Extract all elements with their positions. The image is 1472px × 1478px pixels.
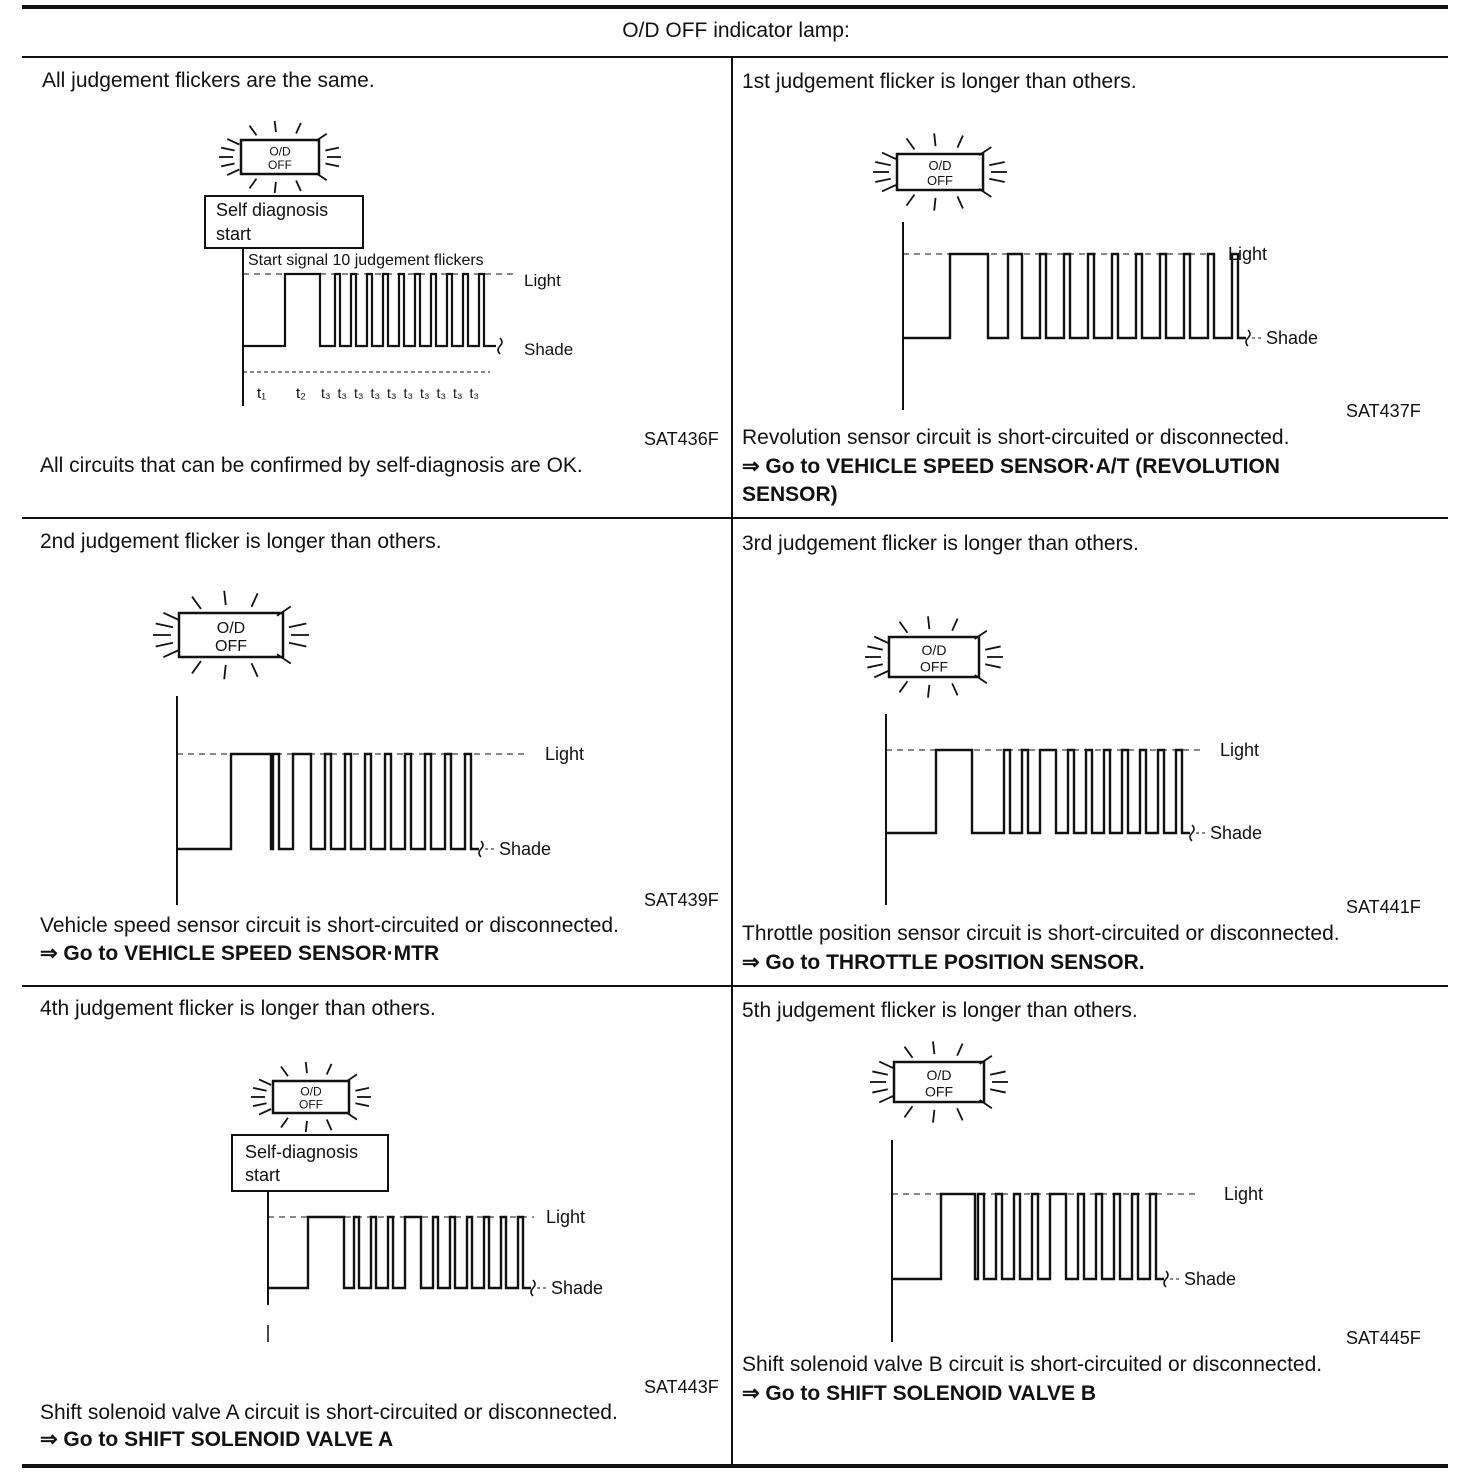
lamp-ray xyxy=(875,162,890,165)
lamp-ray xyxy=(221,163,235,166)
lamp-ray xyxy=(227,139,239,145)
lamp-ray xyxy=(156,624,173,628)
cell-result-1st: Revolution sensor circuit is short-circuited or disconnected. xyxy=(742,426,1290,449)
lamp-ray xyxy=(875,179,890,182)
lamp-ray xyxy=(980,1100,992,1108)
shade-label: Shade xyxy=(499,839,552,859)
interval-t3: t₃ xyxy=(436,385,447,401)
lamp-ray xyxy=(882,153,896,159)
lamp-label-od: O/D xyxy=(300,1084,322,1099)
shade-label: Shade xyxy=(1184,1269,1237,1289)
lamp-ray xyxy=(957,1108,962,1120)
shade-label: Shade xyxy=(1210,823,1263,843)
lamp-ray xyxy=(316,134,327,141)
lamp-ray xyxy=(989,162,1004,165)
lamp-ray xyxy=(879,1096,893,1102)
lamp-ray xyxy=(934,198,935,211)
table-title: O/D OFF indicator lamp: xyxy=(622,19,850,42)
lamp-ray xyxy=(325,148,339,151)
lamp-ray xyxy=(156,643,173,647)
lamp-label-od: O/D xyxy=(921,642,947,658)
lamp-ray xyxy=(928,685,929,698)
light-label: Light xyxy=(1224,1184,1264,1204)
lamp-ray xyxy=(289,624,306,628)
flicker-waveform xyxy=(903,254,1246,338)
lamp-ray xyxy=(874,671,888,677)
lamp-ray xyxy=(905,1106,913,1117)
break-mark xyxy=(1190,825,1194,841)
lamp-label-off: OFF xyxy=(215,637,247,655)
od-off-lamp-icon xyxy=(153,591,309,679)
lamp-ray xyxy=(289,643,306,647)
lamp-ray xyxy=(882,185,896,191)
lamp-ray xyxy=(985,664,1000,667)
lamp-ray xyxy=(872,1089,887,1092)
interval-t1: t₁ xyxy=(257,385,267,402)
lamp-label-off: OFF xyxy=(268,158,292,173)
lamp-ray xyxy=(928,616,929,629)
light-label: Light xyxy=(1228,244,1268,264)
lamp-ray xyxy=(989,179,1004,182)
light-label: Light xyxy=(1220,740,1260,760)
lamp-label-od: O/D xyxy=(216,619,246,637)
light-label: Light xyxy=(546,1207,586,1227)
lamp-ray xyxy=(253,1103,267,1106)
cell-heading-3rd: 3rd judgement flicker is longer than others. xyxy=(742,532,1139,555)
lamp-ray xyxy=(281,1118,288,1128)
interval-t3: t₃ xyxy=(453,385,463,401)
od-off-lamp-icon xyxy=(865,616,1003,697)
flicker-waveform xyxy=(268,1217,531,1288)
lamp-ray xyxy=(327,1064,332,1075)
shade-label: Shade xyxy=(551,1278,604,1298)
lamp-ray xyxy=(221,148,235,151)
cell-action-4th: ⇒ Go to SHIFT SOLENOID VALVE A xyxy=(40,1428,394,1451)
lamp-ray xyxy=(224,665,226,679)
lamp-ray xyxy=(224,591,226,605)
lamp-label-od: O/D xyxy=(269,144,291,159)
shade-label: Shade xyxy=(1266,328,1319,348)
lamp-ray xyxy=(163,613,179,620)
lamp-ray xyxy=(872,1071,887,1074)
cell-action-3rd: ⇒ Go to THROTTLE POSITION SENSOR. xyxy=(742,951,1145,974)
cell-result-all-ok: All circuits that can be confirmed by self-diagnosis are OK. xyxy=(40,454,583,477)
break-mark xyxy=(498,338,502,354)
lamp-ray xyxy=(325,163,339,166)
break-mark xyxy=(1164,1271,1168,1287)
break-mark xyxy=(479,841,483,857)
cell-action-2nd: ⇒ Go to VEHICLE SPEED SENSOR·MTR xyxy=(40,942,440,965)
cell-result-4th: Shift solenoid valve A circuit is short-circuited or disconnected. xyxy=(40,1401,618,1424)
self-diagnosis-start-label: start xyxy=(216,224,252,244)
lamp-ray xyxy=(227,170,239,176)
lamp-ray xyxy=(296,180,301,191)
lamp-label-off: OFF xyxy=(299,1097,323,1112)
lamp-ray xyxy=(979,147,991,155)
lamp-ray xyxy=(934,133,935,146)
lamp-ray xyxy=(259,1079,271,1085)
lamp-ray xyxy=(355,1103,369,1106)
lamp-ray xyxy=(874,637,888,643)
figure-code-sat436f: SAT436F xyxy=(644,429,719,449)
self-diagnosis-label: Self-diagnosis xyxy=(245,1142,359,1162)
lamp-ray xyxy=(259,1109,271,1115)
interval-t3: t₃ xyxy=(337,385,348,401)
cell-action-5th: ⇒ Go to SHIFT SOLENOID VALVE B xyxy=(742,1382,1096,1405)
flicker-waveform xyxy=(892,1194,1164,1279)
lamp-ray xyxy=(990,1071,1005,1074)
flicker-waveform xyxy=(177,754,479,849)
interval-t3: t₃ xyxy=(420,385,430,401)
lamp-ray xyxy=(907,195,915,206)
od-off-lamp-icon xyxy=(873,133,1007,210)
lamp-label-od: O/D xyxy=(926,1067,952,1083)
interval-t3: t₃ xyxy=(370,385,381,401)
shade-label: Shade xyxy=(524,340,574,359)
lamp-ray xyxy=(306,1062,307,1073)
figure-code-sat445f: SAT445F xyxy=(1346,1328,1421,1348)
lamp-ray xyxy=(192,661,201,673)
lamp-ray xyxy=(250,126,257,136)
interval-t3: t₃ xyxy=(321,385,331,401)
lamp-ray xyxy=(957,196,962,208)
lamp-ray xyxy=(316,173,327,180)
cell-heading-all-same: All judgement flickers are the same. xyxy=(42,69,375,92)
lamp-ray xyxy=(985,646,1000,649)
lamp-ray xyxy=(900,681,908,692)
cell-result-5th: Shift solenoid valve B circuit is short-circuited or disconnected. xyxy=(742,1353,1323,1376)
lamp-ray xyxy=(933,1110,934,1123)
lamp-ray xyxy=(900,622,908,633)
interval-t3: t₃ xyxy=(354,385,364,401)
lamp-ray xyxy=(296,123,301,134)
lamp-ray xyxy=(952,619,957,631)
od-off-lamp-icon xyxy=(219,121,341,193)
figure-code-sat441f: SAT441F xyxy=(1346,897,1421,917)
lamp-label-od: O/D xyxy=(928,158,952,174)
lamp-ray xyxy=(957,136,962,148)
lamp-ray xyxy=(163,650,179,657)
cell-action-1st-line2: SENSOR) xyxy=(742,483,838,506)
lamp-ray xyxy=(975,675,987,683)
lamp-ray xyxy=(933,1041,934,1054)
lamp-ray xyxy=(306,1121,307,1132)
lamp-ray xyxy=(355,1088,369,1091)
lamp-ray xyxy=(252,663,258,677)
lamp-ray xyxy=(867,664,882,667)
cell-action-1st-line1: ⇒ Go to VEHICLE SPEED SENSOR·A/T (REVOLUTION xyxy=(742,455,1280,478)
lamp-ray xyxy=(346,1112,357,1119)
self-diagnosis-label: Self diagnosis xyxy=(216,200,329,220)
cell-heading-5th: 5th judgement flicker is longer than others. xyxy=(742,999,1138,1022)
od-off-lamp-icon xyxy=(251,1062,371,1132)
lamp-ray xyxy=(957,1044,962,1056)
lamp-label-off: OFF xyxy=(925,1083,953,1100)
od-off-lamp-icon xyxy=(870,1041,1008,1122)
cell-heading-2nd: 2nd judgement flicker is longer than others. xyxy=(40,530,442,553)
lamp-ray xyxy=(975,631,987,639)
lamp-ray xyxy=(879,1062,893,1068)
self-diagnosis-start-label: start xyxy=(245,1165,281,1185)
cell-heading-4th: 4th judgement flicker is longer than others. xyxy=(40,997,436,1020)
break-mark xyxy=(531,1280,535,1296)
lamp-ray xyxy=(907,138,915,149)
lamp-ray xyxy=(253,1088,267,1091)
cell-result-2nd: Vehicle speed sensor circuit is short-circuited or disconnected. xyxy=(40,914,619,937)
lamp-ray xyxy=(275,121,276,132)
figure-code-sat437f: SAT437F xyxy=(1346,401,1421,421)
lamp-label-off: OFF xyxy=(927,172,953,188)
cell-heading-1st: 1st judgement flicker is longer than others. xyxy=(742,70,1137,93)
interval-t3: t₃ xyxy=(387,385,397,401)
lamp-ray xyxy=(327,1120,332,1131)
start-signal-caption: Start signal 10 judgement flickers xyxy=(248,252,484,269)
flicker-waveform xyxy=(243,274,496,346)
interval-t2: t₂ xyxy=(296,385,306,402)
lamp-ray xyxy=(252,593,258,607)
lamp-ray xyxy=(346,1074,357,1081)
lamp-ray xyxy=(867,646,882,649)
lamp-ray xyxy=(905,1047,913,1058)
interval-t3: t₃ xyxy=(469,385,480,401)
figure-code-sat443f: SAT443F xyxy=(644,1377,719,1397)
interval-t3: t₃ xyxy=(403,385,414,401)
light-label: Light xyxy=(524,271,561,290)
lamp-ray xyxy=(281,1067,288,1077)
lamp-ray xyxy=(980,1056,992,1064)
lamp-ray xyxy=(192,597,201,609)
light-label: Light xyxy=(545,744,585,764)
figure-code-sat439f: SAT439F xyxy=(644,890,719,910)
lamp-ray xyxy=(990,1089,1005,1092)
lamp-label-off: OFF xyxy=(920,658,948,675)
flicker-waveform xyxy=(886,750,1190,833)
lamp-ray xyxy=(952,683,957,695)
lamp-ray xyxy=(979,189,991,197)
cell-result-3rd: Throttle position sensor circuit is short-circuited or disconnected. xyxy=(742,922,1340,945)
break-mark xyxy=(1246,330,1250,346)
lamp-ray xyxy=(250,179,257,189)
lamp-ray xyxy=(275,182,276,193)
